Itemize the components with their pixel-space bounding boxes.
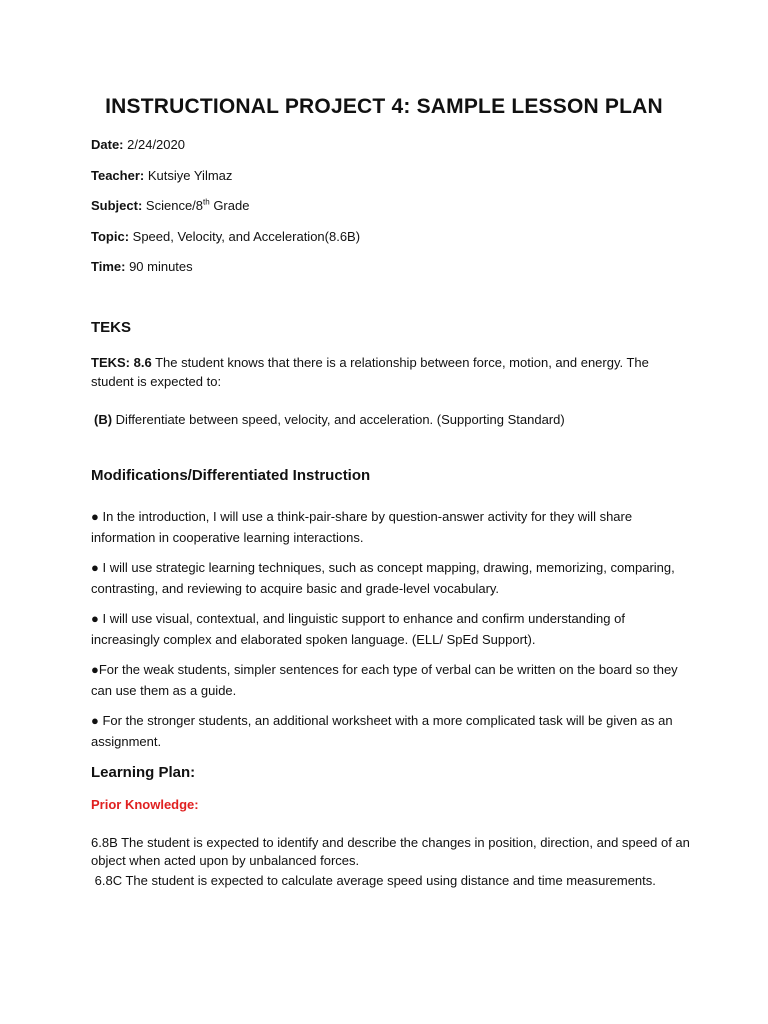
prior-knowledge-label: Prior Knowledge:	[91, 797, 199, 812]
teks-b-label: (B)	[94, 412, 113, 427]
modification-item-5: ● For the stronger students, an additional worksheet with a more complicated task will be given as an assignment.	[91, 713, 673, 749]
prior-knowledge-item-2: 6.8C The student is expected to calculate average speed using distance and time measurements.	[91, 873, 656, 888]
date-row	[91, 136, 185, 153]
teks-label: TEKS: 8.6	[91, 355, 152, 370]
teks-paragraph	[91, 353, 691, 391]
subject-value-grade: Grade	[213, 198, 250, 213]
modification-item-1: ● In the introduction, I will use a think-pair-share by question-answer activity for they will share information in cooperative learning interactions.	[91, 509, 633, 545]
time-row	[91, 258, 193, 275]
teacher-row	[91, 167, 232, 184]
teks-heading: TEKS	[91, 319, 132, 336]
teacher-value: Kutsiye Yilmaz	[147, 168, 233, 183]
date-value: 2/24/2020	[127, 137, 185, 152]
topic-row	[91, 228, 360, 245]
teks-b-row	[94, 411, 565, 428]
learning-plan-heading: Learning Plan:	[91, 764, 196, 781]
page-title: INSTRUCTIONAL PROJECT 4: SAMPLE LESSON PLAN	[105, 95, 663, 118]
teks-b-text: Differentiate between speed, velocity, and acceleration. (Supporting Standard)	[115, 412, 565, 427]
teacher-label: Teacher:	[91, 168, 145, 183]
teks-text: The student knows that there is a relationship between force, motion, and energy. The student is expected to:	[91, 355, 649, 389]
subject-value: Science/8	[145, 198, 204, 213]
subject-label: Subject:	[91, 198, 143, 213]
modification-item-2: ● I will use strategic learning techniques, such as concept mapping, drawing, memorizing, comparing, contrasting, and reviewing to acquire basic and grade-level vocabulary.	[91, 560, 675, 596]
topic-label: Topic:	[91, 229, 130, 244]
subject-value-superscript: th	[203, 197, 210, 207]
modifications-heading: Modifications/Differentiated Instruction	[91, 467, 371, 484]
subject-row	[91, 197, 249, 214]
prior-knowledge-item-1: 6.8B The student is expected to identify and describe the changes in position, direction, and speed of an object when acted upon by unbalanced forces.	[91, 835, 690, 868]
time-label: Time:	[91, 259, 126, 274]
modification-item-3: ● I will use visual, contextual, and linguistic support to enhance and confirm understanding of increasingly complex and elaborated spoken language. (ELL/ SpEd Support).	[91, 611, 625, 647]
date-label: Date:	[91, 137, 124, 152]
topic-value: Speed, Velocity, and Acceleration(8.6B)	[132, 229, 361, 244]
time-value: 90 minutes	[129, 259, 193, 274]
modification-item-4: ●For the weak students, simpler sentences for each type of verbal can be written on the board so they can use them as a guide.	[91, 662, 678, 698]
